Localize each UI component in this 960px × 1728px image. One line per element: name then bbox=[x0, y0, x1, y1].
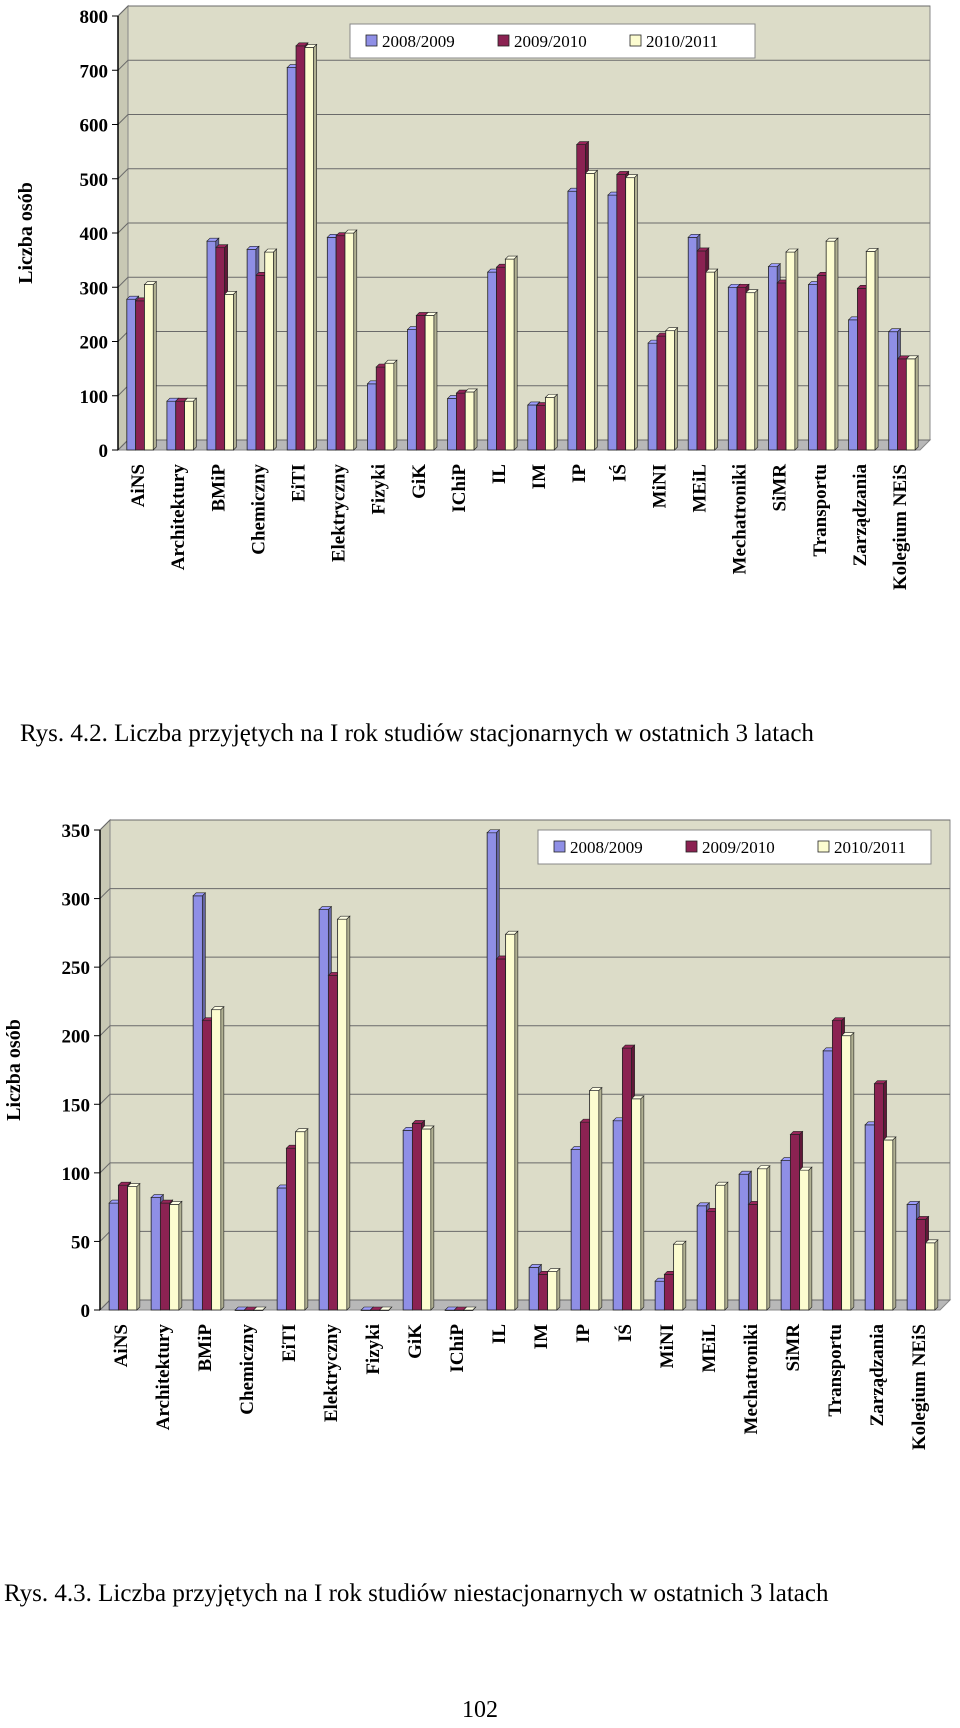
x-category-label: Fizyki bbox=[363, 1324, 384, 1375]
bar-front bbox=[403, 1130, 412, 1310]
x-category-label: GiK bbox=[405, 1324, 426, 1359]
bar-front bbox=[416, 315, 425, 450]
bar-front bbox=[385, 363, 394, 450]
bar-front bbox=[746, 293, 755, 450]
bar bbox=[842, 1033, 854, 1310]
bar bbox=[265, 249, 277, 450]
bar-front bbox=[758, 1169, 767, 1310]
bar-front bbox=[265, 252, 274, 450]
bar-front bbox=[277, 1188, 286, 1310]
bar-front bbox=[487, 833, 496, 1310]
legend-swatch bbox=[686, 841, 697, 852]
legend bbox=[350, 24, 755, 58]
bar-front bbox=[336, 236, 345, 450]
bar-front bbox=[823, 1051, 832, 1310]
legend-swatch bbox=[818, 841, 829, 852]
bar-front bbox=[889, 332, 898, 450]
bar-side bbox=[274, 249, 277, 450]
x-category-label: Mechatroniki bbox=[741, 1324, 762, 1435]
bar-front bbox=[898, 359, 907, 450]
bar-side bbox=[835, 238, 838, 450]
legend-entry: 2010/2011 bbox=[834, 838, 907, 857]
bar-front bbox=[786, 252, 795, 450]
y-tick-label: 500 bbox=[79, 169, 108, 191]
bar-side bbox=[809, 1167, 812, 1310]
bar-front bbox=[548, 1272, 557, 1310]
y-tick-label: 0 bbox=[98, 441, 108, 462]
y-axis-label: Liczba osób bbox=[3, 1019, 25, 1121]
bar-front bbox=[674, 1244, 683, 1310]
x-category-label: Elektryczny bbox=[321, 1324, 342, 1423]
bar-side bbox=[474, 389, 477, 450]
bar-side bbox=[893, 1137, 896, 1310]
y-tick-label: 200 bbox=[61, 1026, 90, 1048]
bar-front bbox=[497, 267, 506, 450]
bar bbox=[706, 269, 718, 450]
bar-side bbox=[851, 1033, 854, 1310]
bar-front bbox=[488, 272, 497, 450]
legend-entry: 2009/2010 bbox=[702, 838, 775, 857]
bar-front bbox=[528, 405, 537, 450]
y-tick-label: 600 bbox=[79, 115, 108, 137]
y-tick-label: 350 bbox=[61, 821, 90, 842]
bar bbox=[866, 248, 878, 450]
bar-side bbox=[715, 269, 718, 450]
bar-front bbox=[448, 398, 457, 450]
bar-front bbox=[216, 248, 225, 450]
bar-front bbox=[465, 392, 474, 450]
bar-front bbox=[170, 1204, 179, 1310]
bar-side bbox=[314, 44, 317, 450]
y-tick-label: 50 bbox=[71, 1232, 90, 1254]
legend-entry: 2008/2009 bbox=[570, 838, 643, 857]
bar-front bbox=[655, 1281, 664, 1310]
bar-front bbox=[571, 1150, 580, 1310]
bar-front bbox=[202, 1021, 211, 1310]
x-category-label: IChiP bbox=[447, 1324, 468, 1373]
bar-front bbox=[212, 1010, 221, 1310]
x-category-label: Zarządzania bbox=[867, 1324, 888, 1427]
x-category-label: MiNI bbox=[649, 464, 671, 509]
x-category-label: Elektryczny bbox=[328, 464, 350, 563]
bar bbox=[548, 1269, 560, 1310]
bar-front bbox=[286, 1148, 295, 1310]
bar-side bbox=[434, 312, 437, 450]
bar bbox=[926, 1240, 938, 1310]
bar bbox=[296, 1129, 308, 1310]
bar-front bbox=[176, 401, 185, 450]
bar-front bbox=[737, 287, 746, 450]
bar-front bbox=[790, 1134, 799, 1310]
x-category-label: Architektury bbox=[153, 1324, 174, 1431]
bar bbox=[144, 282, 156, 450]
bar bbox=[590, 1088, 602, 1310]
bar-front bbox=[706, 272, 715, 450]
bar-front bbox=[666, 331, 675, 450]
legend-swatch bbox=[554, 841, 565, 852]
bar-side bbox=[153, 282, 156, 450]
bar-front bbox=[256, 275, 265, 450]
x-category-label: Kolegium NEiS bbox=[909, 1324, 930, 1451]
legend-swatch bbox=[630, 35, 641, 46]
bar bbox=[626, 175, 638, 450]
bar-front bbox=[916, 1219, 925, 1310]
bar-front bbox=[817, 275, 826, 450]
bar bbox=[345, 230, 357, 450]
bar-front bbox=[193, 896, 202, 1310]
bar-front bbox=[151, 1198, 160, 1310]
x-category-label: MEiL bbox=[699, 1324, 720, 1373]
bar-front bbox=[866, 251, 875, 450]
y-tick-label: 250 bbox=[61, 958, 90, 980]
bar-front bbox=[225, 294, 234, 450]
bar-side bbox=[137, 1184, 140, 1310]
y-tick-label: 100 bbox=[61, 1163, 90, 1185]
legend-swatch bbox=[366, 35, 377, 46]
bar-front bbox=[657, 336, 666, 450]
y-tick-label: 800 bbox=[79, 7, 108, 28]
x-category-label: IL bbox=[489, 1324, 510, 1345]
x-category-label: SiMR bbox=[783, 1324, 804, 1372]
bar-side bbox=[599, 1088, 602, 1310]
bar-side bbox=[305, 1129, 308, 1310]
bar-front bbox=[926, 1243, 935, 1310]
bar-front bbox=[586, 173, 595, 450]
x-category-label: MiNI bbox=[657, 1324, 678, 1369]
bar-side bbox=[514, 256, 517, 450]
bar-front bbox=[537, 406, 546, 450]
x-category-label: IChiP bbox=[448, 463, 470, 513]
y-tick-label: 700 bbox=[79, 61, 108, 83]
bar-front bbox=[697, 251, 706, 450]
bar-front bbox=[865, 1125, 874, 1310]
bar-front bbox=[529, 1267, 538, 1310]
y-tick-label: 150 bbox=[61, 1095, 90, 1117]
bar-front bbox=[118, 1185, 127, 1310]
bar bbox=[746, 290, 758, 450]
bar-side bbox=[725, 1182, 728, 1310]
bar-front bbox=[632, 1099, 641, 1310]
bar-front bbox=[109, 1203, 118, 1310]
x-category-label: BMiP bbox=[195, 1324, 216, 1372]
bar-front bbox=[160, 1203, 169, 1310]
page-number: 102 bbox=[462, 1697, 498, 1723]
bar-side bbox=[431, 1126, 434, 1310]
bar-front bbox=[319, 910, 328, 1310]
chart-niestacjonarne bbox=[0, 810, 960, 1510]
bar bbox=[185, 398, 197, 450]
bar-side bbox=[515, 931, 518, 1310]
bar-front bbox=[127, 299, 136, 450]
bar bbox=[505, 256, 517, 450]
bar-front bbox=[296, 46, 305, 450]
bar-side bbox=[554, 394, 557, 450]
bar bbox=[786, 249, 798, 450]
bar bbox=[666, 328, 678, 450]
bar-front bbox=[739, 1174, 748, 1310]
x-category-label: MEiL bbox=[689, 464, 711, 513]
bar-front bbox=[907, 1204, 916, 1310]
bar-side bbox=[594, 170, 597, 450]
bar-front bbox=[247, 249, 256, 450]
bar bbox=[906, 356, 918, 450]
x-category-label: SiMR bbox=[769, 464, 791, 512]
bar-front bbox=[608, 195, 617, 450]
bar-side bbox=[675, 328, 678, 450]
bar-front bbox=[748, 1204, 757, 1310]
x-category-label: Kolegium NEiS bbox=[889, 463, 911, 591]
x-category-label: IP bbox=[569, 464, 591, 483]
bar bbox=[586, 170, 598, 450]
y-tick-label: 300 bbox=[79, 278, 108, 300]
x-category-label: GiK bbox=[408, 464, 430, 499]
bar-front bbox=[328, 975, 337, 1310]
bar-front bbox=[296, 1132, 305, 1310]
bar-front bbox=[568, 191, 577, 450]
bar-side bbox=[767, 1166, 770, 1310]
legend-entry: 2010/2011 bbox=[646, 32, 719, 51]
bar-front bbox=[884, 1140, 893, 1310]
bar-front bbox=[367, 384, 376, 450]
bar bbox=[128, 1184, 140, 1310]
bar bbox=[425, 312, 437, 450]
bar-front bbox=[207, 241, 216, 450]
bar-front bbox=[906, 359, 915, 450]
bar-side bbox=[193, 398, 196, 450]
y-tick-label: 0 bbox=[80, 1301, 90, 1322]
bar-front bbox=[144, 285, 153, 450]
bar bbox=[674, 1241, 686, 1310]
bar-side bbox=[179, 1201, 182, 1310]
bar bbox=[225, 291, 237, 450]
bar-front bbox=[287, 68, 296, 450]
bar bbox=[632, 1096, 644, 1310]
y-axis-label: Liczba osób bbox=[15, 182, 37, 284]
bar-side bbox=[354, 230, 357, 450]
bar-front bbox=[590, 1091, 599, 1310]
bar bbox=[826, 238, 838, 450]
bar-side bbox=[394, 360, 397, 450]
bar-front bbox=[688, 237, 697, 450]
bar-front bbox=[857, 288, 866, 450]
bar bbox=[716, 1182, 728, 1310]
bar bbox=[212, 1007, 224, 1310]
x-category-label: IŚ bbox=[615, 1324, 636, 1342]
x-category-label: IM bbox=[529, 464, 551, 490]
bar-side bbox=[347, 916, 350, 1310]
x-category-label: Architektury bbox=[168, 464, 190, 571]
bar-front bbox=[506, 934, 515, 1310]
bar-front bbox=[425, 315, 434, 450]
bar-side bbox=[935, 1240, 938, 1310]
y-tick-label: 100 bbox=[79, 386, 108, 408]
y-tick-label: 300 bbox=[61, 889, 90, 911]
bar-side bbox=[641, 1096, 644, 1310]
bar bbox=[338, 916, 350, 1310]
plot-floor bbox=[100, 1300, 950, 1310]
bar-side bbox=[634, 175, 637, 450]
bar-front bbox=[128, 1187, 137, 1310]
x-category-label: Fizyki bbox=[368, 464, 390, 515]
bar-front bbox=[305, 47, 314, 450]
bar-front bbox=[376, 367, 385, 450]
x-category-label: IL bbox=[488, 464, 510, 485]
bar-front bbox=[706, 1211, 715, 1310]
bar bbox=[506, 931, 518, 1310]
bar-side bbox=[683, 1241, 686, 1310]
bar-front bbox=[826, 241, 835, 450]
x-category-label: Chemiczny bbox=[248, 464, 270, 555]
legend bbox=[538, 830, 931, 864]
bar bbox=[884, 1137, 896, 1310]
x-category-label: IŚ bbox=[609, 464, 631, 482]
bar-front bbox=[728, 287, 737, 450]
bar bbox=[305, 44, 317, 450]
bar-front bbox=[716, 1185, 725, 1310]
figure-caption-4-2: Rys. 4.2. Liczba przyjętych na I rok studiów stacjonarnych w ostatnich 3 latach bbox=[20, 720, 814, 747]
bar-front bbox=[412, 1123, 421, 1310]
bar-front bbox=[781, 1161, 790, 1310]
x-category-label: EiTI bbox=[279, 1324, 300, 1363]
bar-front bbox=[664, 1274, 673, 1310]
bar-side bbox=[557, 1269, 560, 1310]
bar-side bbox=[233, 291, 236, 450]
y-tick-label: 200 bbox=[79, 332, 108, 354]
bar-front bbox=[456, 393, 465, 450]
y-tick-label: 400 bbox=[79, 224, 108, 245]
bar-front bbox=[327, 237, 336, 450]
bar bbox=[385, 360, 397, 450]
bar-front bbox=[777, 283, 786, 450]
bar-front bbox=[832, 1021, 841, 1310]
x-category-label: Chemiczny bbox=[237, 1324, 258, 1415]
bar-front bbox=[768, 267, 777, 450]
bar-front bbox=[874, 1084, 883, 1310]
bar-side bbox=[221, 1007, 224, 1310]
x-category-label: AiNS bbox=[128, 464, 150, 508]
bar-side bbox=[915, 356, 918, 450]
bar bbox=[170, 1201, 182, 1310]
bar-side bbox=[875, 248, 878, 450]
chart-stacjonarne bbox=[0, 0, 960, 700]
bar-front bbox=[697, 1206, 706, 1310]
bar-front bbox=[842, 1036, 851, 1310]
bar-front bbox=[577, 145, 586, 450]
bar-front bbox=[849, 320, 858, 450]
bar-front bbox=[613, 1121, 622, 1310]
bar bbox=[545, 394, 557, 450]
bar-front bbox=[185, 401, 194, 450]
x-category-label: IP bbox=[573, 1324, 594, 1343]
bar-front bbox=[538, 1274, 547, 1310]
bar-front bbox=[580, 1122, 589, 1310]
bar-side bbox=[755, 290, 758, 450]
x-category-label: IM bbox=[531, 1324, 552, 1350]
bar-front bbox=[422, 1129, 431, 1310]
bar bbox=[758, 1166, 770, 1310]
bar bbox=[800, 1167, 812, 1310]
x-category-label: Transportu bbox=[809, 464, 831, 557]
bar-front bbox=[505, 259, 514, 450]
x-category-label: EiTI bbox=[288, 464, 310, 503]
bar-front bbox=[496, 959, 505, 1310]
bar-front bbox=[545, 397, 554, 450]
x-category-label: Transportu bbox=[825, 1324, 846, 1417]
bar-front bbox=[617, 174, 626, 450]
legend-entry: 2008/2009 bbox=[382, 32, 455, 51]
x-category-label: Mechatroniki bbox=[729, 464, 751, 575]
bar bbox=[422, 1126, 434, 1310]
bar-front bbox=[648, 343, 657, 450]
legend-swatch bbox=[498, 35, 509, 46]
bar-front bbox=[167, 401, 176, 450]
bar-front bbox=[809, 285, 818, 450]
bar-front bbox=[345, 233, 354, 450]
bar-front bbox=[800, 1170, 809, 1310]
x-category-label: BMiP bbox=[208, 464, 230, 512]
figure-caption-4-3: Rys. 4.3. Liczba przyjętych na I rok studiów niestacjonarnych w ostatnich 3 latach bbox=[4, 1580, 829, 1607]
legend-entry: 2009/2010 bbox=[514, 32, 587, 51]
bar-front bbox=[622, 1048, 631, 1310]
bar-front bbox=[626, 178, 635, 450]
bar-side bbox=[795, 249, 798, 450]
bar bbox=[465, 389, 477, 450]
bar-front bbox=[136, 301, 145, 450]
x-category-label: Zarządzania bbox=[849, 464, 871, 567]
bar-front bbox=[338, 919, 347, 1310]
x-category-label: AiNS bbox=[111, 1324, 132, 1368]
bar-front bbox=[408, 330, 417, 450]
